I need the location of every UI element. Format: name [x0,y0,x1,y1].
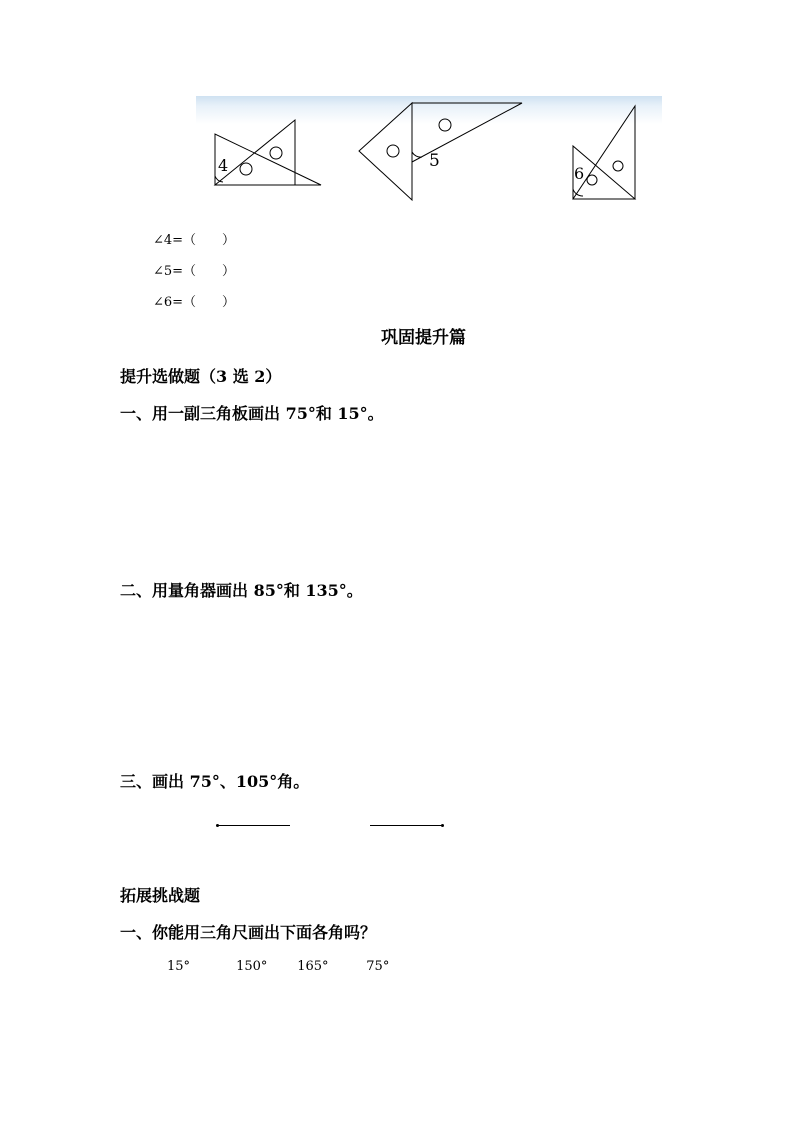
optional-question-1: 一、用一副三角板画出 75°和 15°。 [120,404,384,423]
challenge-question-1: 一、你能用三角尺画出下面各角吗？ [120,923,377,942]
triangle-label-5: 5 [429,151,440,171]
triangle-label-6: 6 [574,164,585,183]
hole-3b [587,175,597,185]
challenge-angle-165: 165° [297,959,329,974]
triangle-label-4: 4 [218,156,229,175]
challenge-heading: 拓展挑战题 [120,886,201,905]
ray-2-vertex [441,824,444,827]
challenge-angle-15: 15° [167,959,191,974]
triangle-figure [196,96,662,216]
blue-band [196,96,662,124]
hole-1a [270,147,282,159]
angle-4-answer: ∠4=（ ） [153,233,236,248]
hole-3a [613,161,623,171]
ray-1-vertex [216,824,219,827]
hole-1b [240,163,252,175]
optional-question-3: 三、画出 75°、105°角。 [120,772,310,791]
set-square-1b [215,120,295,185]
angle-arc-6 [573,189,583,196]
angle-6-answer: ∠6=（ ） [153,295,236,310]
challenge-angles [167,955,406,974]
ray-1-line [217,825,290,826]
challenge-angle-75: 75° [366,959,390,974]
angle-5-answer: ∠5=（ ） [153,264,236,279]
section-title: 巩固提升篇 [381,328,466,348]
hole-2b [387,145,399,157]
ray-2-line [370,825,443,826]
optional-heading: 提升选做题（3 选 2） [120,367,282,386]
optional-question-2: 二、用量角器画出 85°和 135°。 [120,581,363,600]
angle-arc-5 [412,152,422,157]
challenge-angle-150: 150° [236,959,268,974]
